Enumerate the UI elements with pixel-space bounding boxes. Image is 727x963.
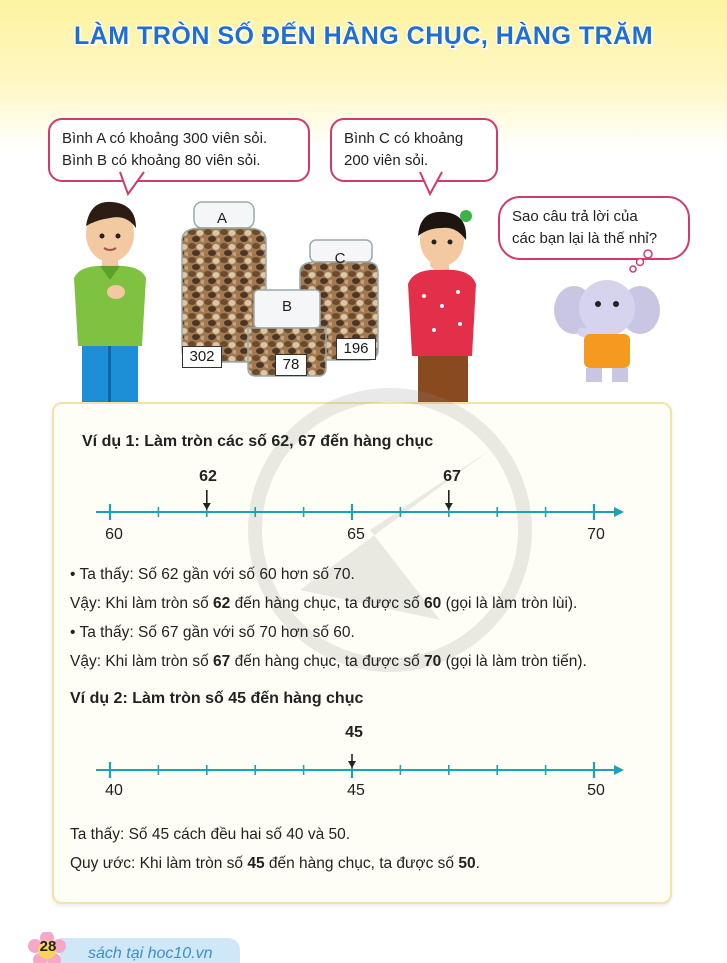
jar-a-label: A (216, 210, 227, 227)
jar-b-label: B (281, 298, 292, 315)
nl1-marker-arrow-67 (445, 503, 453, 510)
example2-line2-mid: đến hàng chục, ta được số (264, 855, 459, 872)
jar-a-count: 302 (182, 346, 222, 368)
nl1-mark-label-62: 62 (199, 468, 217, 485)
speech-bubble-girl (330, 118, 498, 182)
girl-illustration (398, 206, 488, 406)
bubble-tail-girl (418, 170, 448, 198)
example1-line4-mid: đến hàng chục, ta được số (230, 653, 425, 670)
example2-line2-pre: Quy ước: Khi làm tròn số (70, 855, 248, 872)
example1-line4-post: (gọi là làm tròn tiến). (441, 653, 587, 670)
bubble-elephant-line-2: các bạn lại là thế nhỉ? (512, 230, 658, 247)
example2-line2-num: 45 (247, 855, 265, 872)
example1-line4-num: 67 (213, 653, 231, 670)
bubble-girl-line-1: Bình C có khoảng (344, 130, 464, 147)
nl2-tick-label-end: 50 (587, 782, 605, 799)
example1-line2-mid: đến hàng chục, ta được số (230, 595, 425, 612)
example1-line3: • Ta thấy: Số 67 gần với số 70 hơn số 60. (70, 624, 355, 641)
example1-line4-pre: Vậy: Khi làm tròn số (70, 653, 214, 670)
nl1-tick-label-end: 70 (587, 526, 605, 543)
example1-line2-num: 62 (213, 595, 231, 612)
example1-line1: • Ta thấy: Số 62 gần với số 60 hơn số 70. (70, 566, 355, 583)
nl2-arrow-icon (614, 765, 624, 775)
boy-illustration (60, 196, 160, 406)
example1-line2-res: 60 (424, 595, 442, 612)
example2-line2 (70, 855, 480, 873)
jar-c-label: C (334, 250, 346, 267)
jar-c-count: 196 (336, 338, 376, 360)
bubble-boy-line-1: Bình A có khoảng 300 viên sỏi. (62, 130, 268, 147)
example1-heading: Ví dụ 1: Làm tròn các số 62, 67 đến hàng chục (82, 433, 434, 450)
nl1-arrow-icon (614, 507, 624, 517)
speech-bubble-boy (48, 118, 310, 182)
footer-site: sách tại hoc10.vn (88, 945, 213, 962)
number-line-1 (90, 490, 630, 530)
example2-heading: Ví dụ 2: Làm tròn số 45 đến hàng chục (70, 690, 364, 707)
bubble-girl-line-2: 200 viên sỏi. (344, 152, 429, 169)
elephant-illustration (552, 272, 662, 384)
example2-line2-post: . (475, 855, 480, 872)
nl2-tick-label-start: 40 (105, 782, 123, 799)
page-number: 28 (39, 938, 57, 955)
example1-line4 (70, 653, 587, 671)
example1-line2-post: (gọi là làm tròn lùi). (441, 595, 578, 612)
example1-line4-res: 70 (424, 653, 442, 670)
nl1-tick-label-mid: 65 (347, 526, 365, 543)
page-title: LÀM TRÒN SỐ ĐẾN HÀNG CHỤC, HÀNG TRĂM (73, 22, 654, 50)
bubble-elephant-line-1: Sao câu trả lời của (512, 208, 638, 225)
example2-line1: Ta thấy: Số 45 cách đều hai số 40 và 50. (70, 826, 351, 843)
example1-line2-pre: Vậy: Khi làm tròn số (70, 595, 214, 612)
nl1-marker-arrow-62 (203, 503, 211, 510)
example1-line2 (70, 595, 577, 613)
jar-b-count: 78 (275, 354, 307, 376)
bubble-tail-boy (118, 170, 148, 198)
nl2-mark-label-45: 45 (345, 724, 363, 741)
nl2-tick-label-mid: 45 (347, 782, 365, 799)
example2-line2-res: 50 (458, 855, 476, 872)
nl1-tick-label-start: 60 (105, 526, 123, 543)
nl2-marker-arrow-45 (348, 761, 356, 768)
bubble-boy-line-2: Bình B có khoảng 80 viên sỏi. (62, 152, 261, 169)
nl1-mark-label-67: 67 (443, 468, 461, 485)
